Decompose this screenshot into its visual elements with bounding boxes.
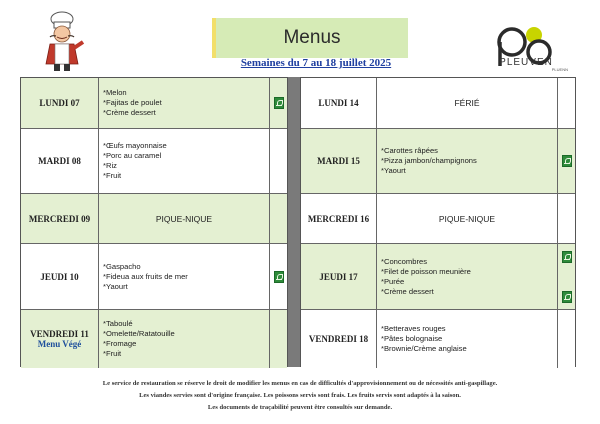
day-cell <box>21 244 99 309</box>
menu-day-row <box>301 244 575 310</box>
bio-label-cell <box>557 244 575 309</box>
day-cell <box>21 129 99 193</box>
day-label: LUNDI 07 <box>39 98 80 108</box>
day-label: MERCREDI 09 <box>28 213 91 224</box>
day-cell <box>21 78 99 128</box>
menu-day-row <box>21 244 287 310</box>
page-title: Menus <box>283 27 341 48</box>
bio-label-cell <box>269 310 287 368</box>
eu-organic-leaf-icon <box>562 251 572 263</box>
menu-day-row <box>301 78 575 129</box>
menu-item: *Fruit <box>103 171 122 180</box>
menu-title-box <box>212 18 408 58</box>
menu-items <box>99 310 269 368</box>
footer-line: Les documents de traçabilité peuvent être consultés sur demande. <box>207 404 393 411</box>
menu-items <box>377 78 557 128</box>
menu-items <box>99 129 269 193</box>
menu-day-row <box>21 78 287 129</box>
menu-items <box>99 194 269 243</box>
day-cell <box>301 194 377 243</box>
menu-item: *Taboulé <box>103 319 133 328</box>
menu-item: *Riz <box>103 161 117 170</box>
bio-label-cell <box>557 310 575 368</box>
day-cell <box>301 78 377 128</box>
day-label: LUNDI 14 <box>318 98 359 108</box>
week-subtitle: Semaines du 7 au 18 juillet 2025 <box>240 57 392 69</box>
menu-items <box>377 129 557 193</box>
menu-item: PIQUE-NIQUE <box>438 213 496 224</box>
menu-item: *Fruit <box>103 349 122 358</box>
day-label: JEUDI 17 <box>319 271 358 282</box>
day-cell <box>301 310 377 368</box>
chef-illustration-icon <box>38 10 90 72</box>
menu-items <box>377 194 557 243</box>
day-label: MERCREDI 16 <box>307 213 370 224</box>
day-cell <box>301 129 377 193</box>
menu-item: *Crème dessert <box>103 108 156 117</box>
week1-menu-grid <box>20 77 288 367</box>
footer-line: Le service de restauration se réserve le droit de modifier les menus en cas de difficultés d'approvisionnement ou de nécessités anti-gaspillage. <box>102 380 498 387</box>
grid-divider <box>288 77 300 367</box>
day-label: JEUDI 10 <box>40 271 79 282</box>
menu-item: *Filet de poisson meunière <box>381 266 471 276</box>
menu-day-row <box>21 129 287 194</box>
footer-notes <box>0 378 600 414</box>
menu-item: *Œufs mayonnaise <box>103 141 167 150</box>
day-sublabel: Menu Végé <box>37 339 82 349</box>
menu-day-row <box>21 194 287 244</box>
day-cell <box>21 310 99 368</box>
eu-organic-leaf-icon <box>274 97 284 109</box>
menu-item: *Yaourt <box>103 281 128 291</box>
menu-item: *Brownie/Crème anglaise <box>381 344 467 353</box>
menu-item: *Yaourt <box>381 166 406 175</box>
day-label: VENDREDI 11 <box>30 329 89 339</box>
day-label: MARDI 08 <box>38 156 81 166</box>
menu-item: *Crème dessert <box>381 286 434 296</box>
bio-label-cell <box>269 194 287 243</box>
bio-label-cell <box>557 194 575 243</box>
eu-organic-leaf-icon <box>274 271 284 283</box>
menu-item: *Melon <box>103 88 127 97</box>
menu-day-row <box>301 129 575 194</box>
menu-item: *Betteraves rouges <box>381 324 446 333</box>
menu-item: *Pizza jambon/champignons <box>381 156 477 165</box>
menu-item: *Pâtes bolognaise <box>381 334 443 343</box>
day-label: VENDREDI 18 <box>308 334 369 344</box>
menu-item: FÉRIÉ <box>454 98 480 108</box>
bio-label-cell <box>269 129 287 193</box>
bio-label-cell <box>269 244 287 309</box>
menu-item: *Purée <box>381 276 405 286</box>
day-cell <box>301 244 377 309</box>
bio-label-cell <box>557 129 575 193</box>
logo-subtext: PLUENN <box>551 67 568 72</box>
footer-line: Les viandes servies sont d'origine française. Les poissons servis sont frais. Les fruits servis sont adaptés à la saison. <box>139 392 461 399</box>
menu-day-row <box>301 194 575 244</box>
menu-day-row <box>301 310 575 368</box>
menu-item: *Fideua aux fruits de mer <box>103 271 188 281</box>
menu-items <box>99 244 269 309</box>
menu-items <box>377 310 557 368</box>
menu-items <box>377 244 557 309</box>
menu-items <box>99 78 269 128</box>
menu-item: *Fromage <box>103 339 137 348</box>
menu-day-row <box>21 310 287 368</box>
menu-item: *Fajitas de poulet <box>103 98 162 107</box>
menu-item: *Gaspacho <box>103 261 141 271</box>
day-label: MARDI 15 <box>317 156 360 166</box>
eu-organic-leaf-icon <box>562 155 572 167</box>
bio-label-cell <box>557 78 575 128</box>
day-cell <box>21 194 99 243</box>
menu-item: PIQUE-NIQUE <box>155 213 213 224</box>
logo-text: PLEUVEN <box>499 57 553 68</box>
eu-organic-leaf-icon <box>562 291 572 303</box>
bio-label-cell <box>269 78 287 128</box>
menu-item: *Porc au caramel <box>103 151 162 160</box>
menu-item: *Carottes râpées <box>381 146 438 155</box>
menu-item: *Omelette/Ratatouille <box>103 329 175 338</box>
menu-item: *Concombres <box>381 256 428 266</box>
week2-menu-grid <box>300 77 576 367</box>
